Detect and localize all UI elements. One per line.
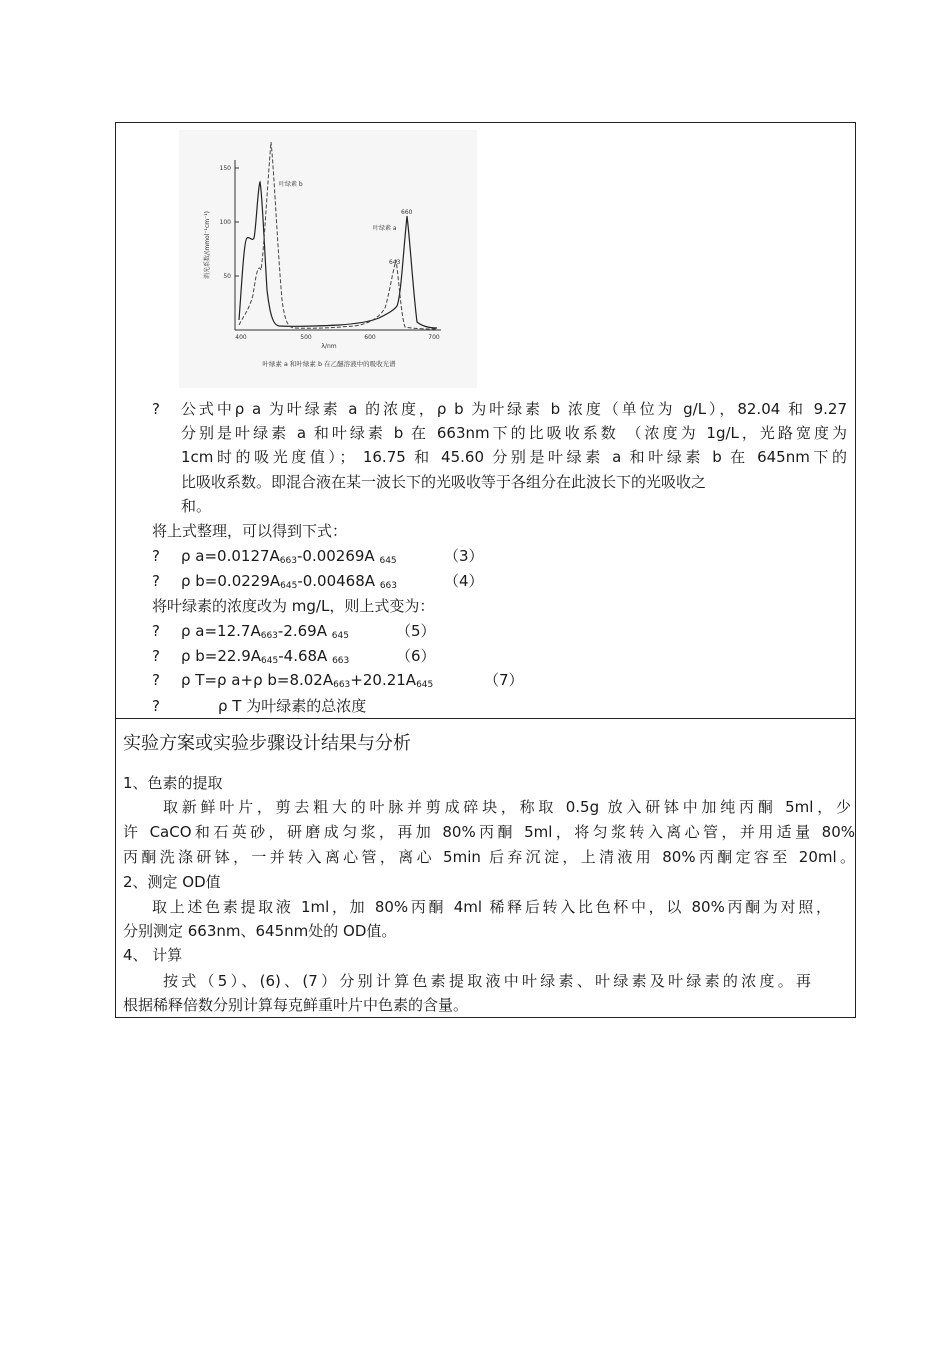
equation-number: （6）	[396, 647, 436, 665]
step-text-line: 按式（5）、(6)、(7）分别计算色素提取液中叶绿素、叶绿素及叶绿素的浓度。再	[163, 972, 811, 990]
equation-4: ρ $b=0.0229A_{645}-0.00468A$ $_{663}$	[181, 572, 397, 591]
figure-caption: 叶绿素 a 和叶绿素 b 在乙醚溶液中的吸收光谱	[262, 360, 396, 368]
chlorophyll-a-label: 叶绿素 a	[373, 225, 397, 232]
section-title: 实验方案或实验步骤设计结果与分析	[123, 733, 411, 754]
formula-explanation-line: 比吸收系数。即混合液在某一波长下的光吸收等于各组分在此波长下的光吸收之	[181, 473, 707, 491]
equation-5: ρ $a=12.7A_{663}-2.69A$ $_{645}$	[181, 622, 349, 641]
bullet-marker: ?	[152, 697, 160, 715]
y-tick: 150	[219, 165, 231, 172]
table-row-divider	[115, 718, 856, 719]
total-concentration-note: ρ T 为叶绿素的总浓度	[218, 697, 367, 715]
equation-number: （4）	[444, 572, 484, 590]
step-text-line: 分别测定 663nm、645nm处的 OD值。	[123, 922, 397, 940]
y-tick: 50	[223, 273, 231, 280]
step-heading: 1、色素的提取	[123, 774, 223, 792]
absorption-spectrum-figure	[179, 130, 477, 388]
x-tick: 400	[235, 334, 247, 341]
step-text-line: 许 CaCO和石英砂，研磨成匀浆，再加 80%丙酮 5ml，将匀浆转入离心管，并用适量 80%	[123, 823, 855, 841]
rearrange-intro: 将上式整理，可以得到下式：	[152, 522, 348, 540]
formula-explanation-line: 和。	[181, 497, 212, 515]
formula-explanation-line: 分别是叶绿素 a 和叶绿素 b 在 663nm下的比吸收系数 （浓度为 1g/L，光路宽度为	[181, 424, 847, 442]
y-axis-label: 消光系数/(mmol⁻¹cm⁻¹)	[204, 210, 211, 280]
equation-number: （7）	[484, 671, 524, 689]
bullet-marker: ?	[152, 547, 160, 565]
equation-3: ρ $a=0.0127A_{663}-0.00269A$ $_{645}$	[181, 547, 397, 566]
step-heading: 4、 计算	[123, 946, 183, 964]
step-text-line: 丙酮洗涤研钵，一并转入离心管，离心 5min 后弃沉淀，上清液用 80%丙酮定容至 20ml。	[123, 848, 855, 866]
bullet-marker: ?	[152, 647, 160, 665]
peak-label-660: 660	[401, 209, 413, 216]
formula-explanation-line: 1cm时的吸光度值）； 16.75 和 45.60 分别是叶绿素 a 和叶绿素 b 在 645nm下的	[181, 448, 847, 466]
formula-explanation-line: 公式中ρ a 为叶绿素 a 的浓度，ρ b 为叶绿素 b 浓度（单位为 g/L），82.04 和 9.27	[181, 400, 847, 418]
x-axis-label: λ/nm	[321, 343, 337, 350]
chlorophyll-a-curve	[239, 182, 437, 328]
step-heading: 2、测定 OD值	[123, 873, 221, 891]
step-text-line: 根据稀释倍数分别计算每克鲜重叶片中色素的含量。	[123, 996, 469, 1014]
bullet-marker: ?	[152, 622, 160, 640]
equation-7: ρ T=ρ a+ρ $b=8.02A_{663}+20.21A_{645}$	[181, 671, 434, 690]
peak-label-643: 643	[389, 259, 401, 266]
unit-change-intro: 将叶绿素的浓度改为 mg/L，则上式变为：	[152, 597, 435, 615]
bullet-marker: ?	[152, 400, 160, 418]
x-tick: 500	[300, 334, 312, 341]
step-text-line: 取新鲜叶片，剪去粗大的叶脉并剪成碎块，称取 0.5g 放入研钵中加纯丙酮 5ml，少	[163, 798, 851, 816]
spectrum-plot	[179, 130, 477, 388]
equation-6: ρ $b=22.9A_{645}-4.68A$ $_{663}$	[181, 647, 350, 666]
equation-number: （3）	[444, 547, 484, 565]
bullet-marker: ?	[152, 671, 160, 689]
bullet-marker: ?	[152, 572, 160, 590]
equation-number: （5）	[396, 622, 436, 640]
y-tick: 100	[219, 219, 231, 226]
step-text-line: 取上述色素提取液 1ml，加 80%丙酮 4ml 稀释后转入比色杯中，以 80%丙酮为对照，	[152, 898, 831, 916]
x-tick: 700	[428, 334, 440, 341]
chlorophyll-b-label: 叶绿素 b	[279, 181, 303, 188]
x-tick: 600	[364, 334, 376, 341]
